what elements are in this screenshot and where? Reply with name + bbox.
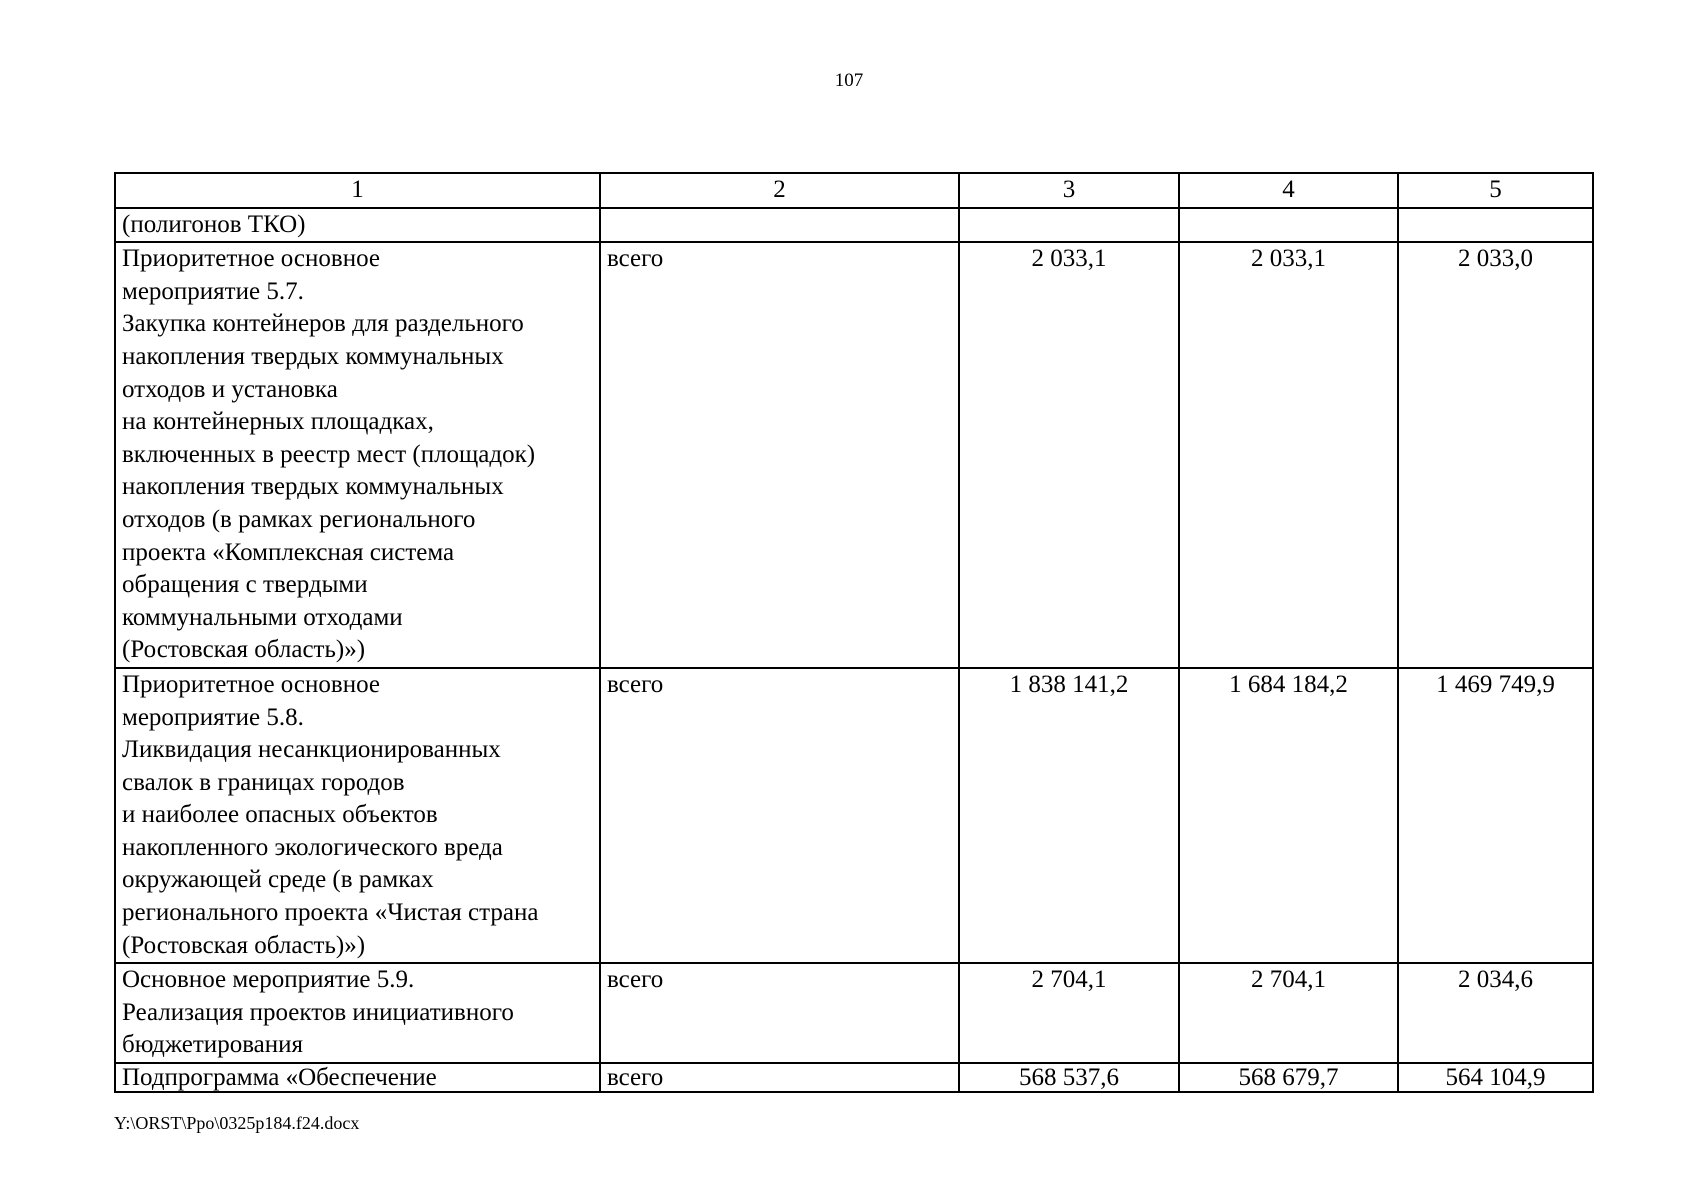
value-cell: 2 033,1 <box>1179 242 1398 668</box>
measure-name-cell: (полигонов ТКО) <box>115 208 600 243</box>
measure-name-cell: Приоритетное основное мероприятие 5.8. Ликвидация несанкционированных свалок в границах городов и наиболее опасных объектов накопленного экологического вреда окружающей среде (в рамках регионального проекта «Чистая страна (Ростовская область)») <box>115 668 600 963</box>
funding-type-cell: всего <box>600 242 959 668</box>
value-cell: 2 033,0 <box>1398 242 1593 668</box>
value-cell: 1 838 141,2 <box>959 668 1179 963</box>
table-header-row <box>115 173 1593 208</box>
table-row <box>115 208 1593 243</box>
funding-type-cell <box>600 208 959 243</box>
value-cell <box>1398 208 1593 243</box>
value-cell: 2 034,6 <box>1398 963 1593 1063</box>
value-cell <box>1179 208 1398 243</box>
column-number-header: 1 <box>115 173 600 208</box>
value-cell: 2 033,1 <box>959 242 1179 668</box>
value-cell: 2 704,1 <box>1179 963 1398 1063</box>
column-number-header: 2 <box>600 173 959 208</box>
measure-name-cell: Приоритетное основное мероприятие 5.7. Закупка контейнеров для раздельного накопления твердых коммунальных отходов и установка на контейнерных площадках, включенных в реестр мест (площадок) накопления твердых коммунальных отходов (в рамках регионального проекта «Комплексная система обращения с твердыми коммунальными отходами (Ростовская область)») <box>115 242 600 668</box>
value-cell: 2 704,1 <box>959 963 1179 1063</box>
page-number: 107 <box>834 70 864 91</box>
measure-name-cell: Подпрограмма «Обеспечение <box>115 1063 600 1092</box>
value-cell <box>959 208 1179 243</box>
footer-file-path: Y:\ORST\Ppo\0325p184.f24.docx <box>114 1113 360 1133</box>
value-cell: 1 469 749,9 <box>1398 668 1593 963</box>
value-cell: 568 679,7 <box>1179 1063 1398 1092</box>
funding-type-cell: всего <box>600 668 959 963</box>
value-cell: 1 684 184,2 <box>1179 668 1398 963</box>
funding-type-cell: всего <box>600 963 959 1063</box>
column-number-header: 4 <box>1179 173 1398 208</box>
value-cell: 564 104,9 <box>1398 1063 1593 1092</box>
column-number-header: 5 <box>1398 173 1593 208</box>
value-cell: 568 537,6 <box>959 1063 1179 1092</box>
table-row <box>115 242 1593 668</box>
table-row <box>115 668 1593 963</box>
funding-type-cell: всего <box>600 1063 959 1092</box>
column-number-header: 3 <box>959 173 1179 208</box>
measure-name-cell: Основное мероприятие 5.9. Реализация проектов инициативного бюджетирования <box>115 963 600 1063</box>
table-row <box>115 1063 1593 1092</box>
financing-table <box>114 172 1594 1093</box>
table-row <box>115 963 1593 1063</box>
